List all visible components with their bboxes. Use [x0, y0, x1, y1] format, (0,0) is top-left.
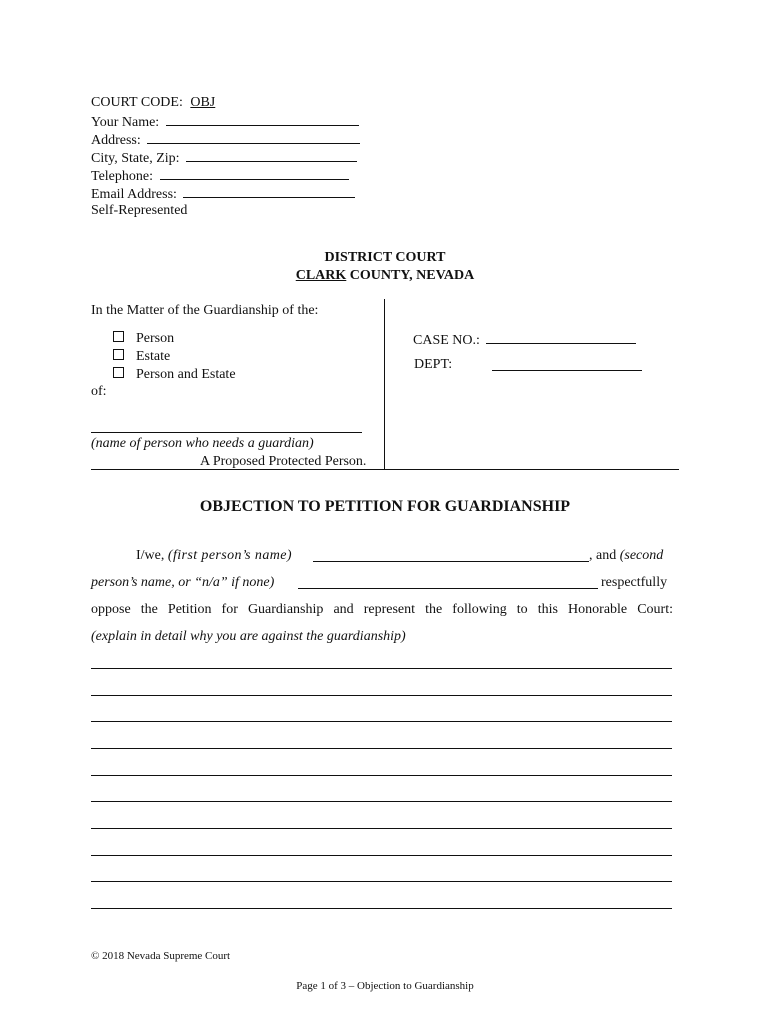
clark-word: CLARK — [295, 268, 347, 283]
city-state-zip-line — [91, 148, 360, 166]
body-line-2 — [91, 574, 274, 592]
option-person — [113, 330, 236, 348]
district-court-title: DISTRICT COURT — [324, 250, 446, 265]
telephone-field[interactable] — [160, 166, 349, 180]
dept-label: DEPT: — [414, 357, 453, 372]
telephone-line — [91, 166, 360, 184]
address-label: Address: — [91, 133, 141, 148]
dept-field[interactable] — [492, 370, 642, 371]
second-name-start — [589, 547, 663, 565]
person-checkbox[interactable] — [113, 331, 124, 342]
option-estate-label: Estate — [136, 349, 171, 364]
explanation-line-1[interactable] — [91, 668, 672, 669]
caption-vertical-rule — [384, 299, 385, 470]
first-name-hint: (first person’s name) — [167, 548, 292, 563]
case-number-line — [413, 330, 636, 348]
county-rest: COUNTY, NEVADA — [349, 268, 475, 283]
case-number-label: CASE NO.: — [413, 333, 480, 348]
court-code-line — [91, 94, 360, 112]
option-person-label: Person — [136, 331, 175, 346]
explanation-line-2[interactable] — [91, 695, 672, 696]
county-title — [0, 267, 770, 285]
option-person-and-estate — [113, 366, 236, 384]
and-text: , and — [589, 548, 617, 563]
city-state-zip-field[interactable] — [186, 148, 357, 162]
filer-info-block — [91, 94, 360, 220]
iwe-text: I/we, — [136, 548, 165, 563]
caption-bottom-rule — [91, 469, 679, 470]
explain-hint: (explain in detail why you are against the guardianship) — [91, 629, 406, 644]
guardianship-options — [113, 330, 236, 384]
respectfully-text: respectfully — [601, 575, 668, 590]
explanation-line-8[interactable] — [91, 855, 672, 856]
explanation-line-3[interactable] — [91, 721, 672, 722]
explanation-line-7[interactable] — [91, 828, 672, 829]
explanation-line-6[interactable] — [91, 801, 672, 802]
court-heading — [0, 249, 770, 285]
protected-person-name-field[interactable] — [91, 432, 362, 433]
copyright-notice: © 2018 Nevada Supreme Court — [91, 950, 231, 962]
protected-person-label: A Proposed Protected Person. — [200, 454, 367, 469]
self-represented-text: Self-Represented — [91, 203, 188, 218]
option-person-and-estate-label: Person and Estate — [136, 367, 236, 382]
email-line — [91, 184, 360, 202]
email-field[interactable] — [183, 184, 355, 198]
address-field[interactable] — [147, 130, 360, 144]
telephone-label: Telephone: — [91, 169, 153, 184]
your-name-label: Your Name: — [91, 115, 160, 130]
second-name-hint-a: (second — [619, 548, 664, 563]
body-line-3: oppose the Petition for Guardianship and represent the following to this Honorable Court: — [91, 602, 673, 617]
body-line-1 — [136, 547, 292, 565]
of-label: of: — [91, 384, 107, 399]
estate-checkbox[interactable] — [113, 349, 124, 360]
explanation-line-4[interactable] — [91, 748, 672, 749]
explanation-line-10[interactable] — [91, 908, 672, 909]
your-name-field[interactable] — [166, 112, 359, 126]
first-person-name-field[interactable] — [313, 561, 589, 562]
page-footer: Page 1 of 3 – Objection to Guardianship — [296, 980, 474, 992]
body-line-4 — [91, 628, 406, 646]
document-title: OBJECTION TO PETITION FOR GUARDIANSHIP — [199, 498, 571, 515]
second-name-hint-b: person’s name, or “n/a” if none) — [91, 575, 275, 590]
dept-line — [414, 356, 452, 374]
your-name-line — [91, 112, 360, 130]
person-and-estate-checkbox[interactable] — [113, 367, 124, 378]
city-state-zip-label: City, State, Zip: — [91, 151, 180, 166]
explanation-line-9[interactable] — [91, 881, 672, 882]
second-person-name-field[interactable] — [298, 588, 598, 589]
address-line — [91, 130, 360, 148]
name-hint-text: (name of person who needs a guardian) — [91, 436, 314, 451]
court-code-label: COURT CODE: — [91, 95, 183, 110]
email-label: Email Address: — [91, 187, 177, 202]
option-estate — [113, 348, 236, 366]
case-number-field[interactable] — [486, 330, 636, 344]
name-hint — [91, 435, 314, 453]
matter-label: In the Matter of the Guardianship of the: — [91, 303, 319, 318]
court-code-value: OBJ — [190, 95, 216, 110]
explanation-line-5[interactable] — [91, 775, 672, 776]
